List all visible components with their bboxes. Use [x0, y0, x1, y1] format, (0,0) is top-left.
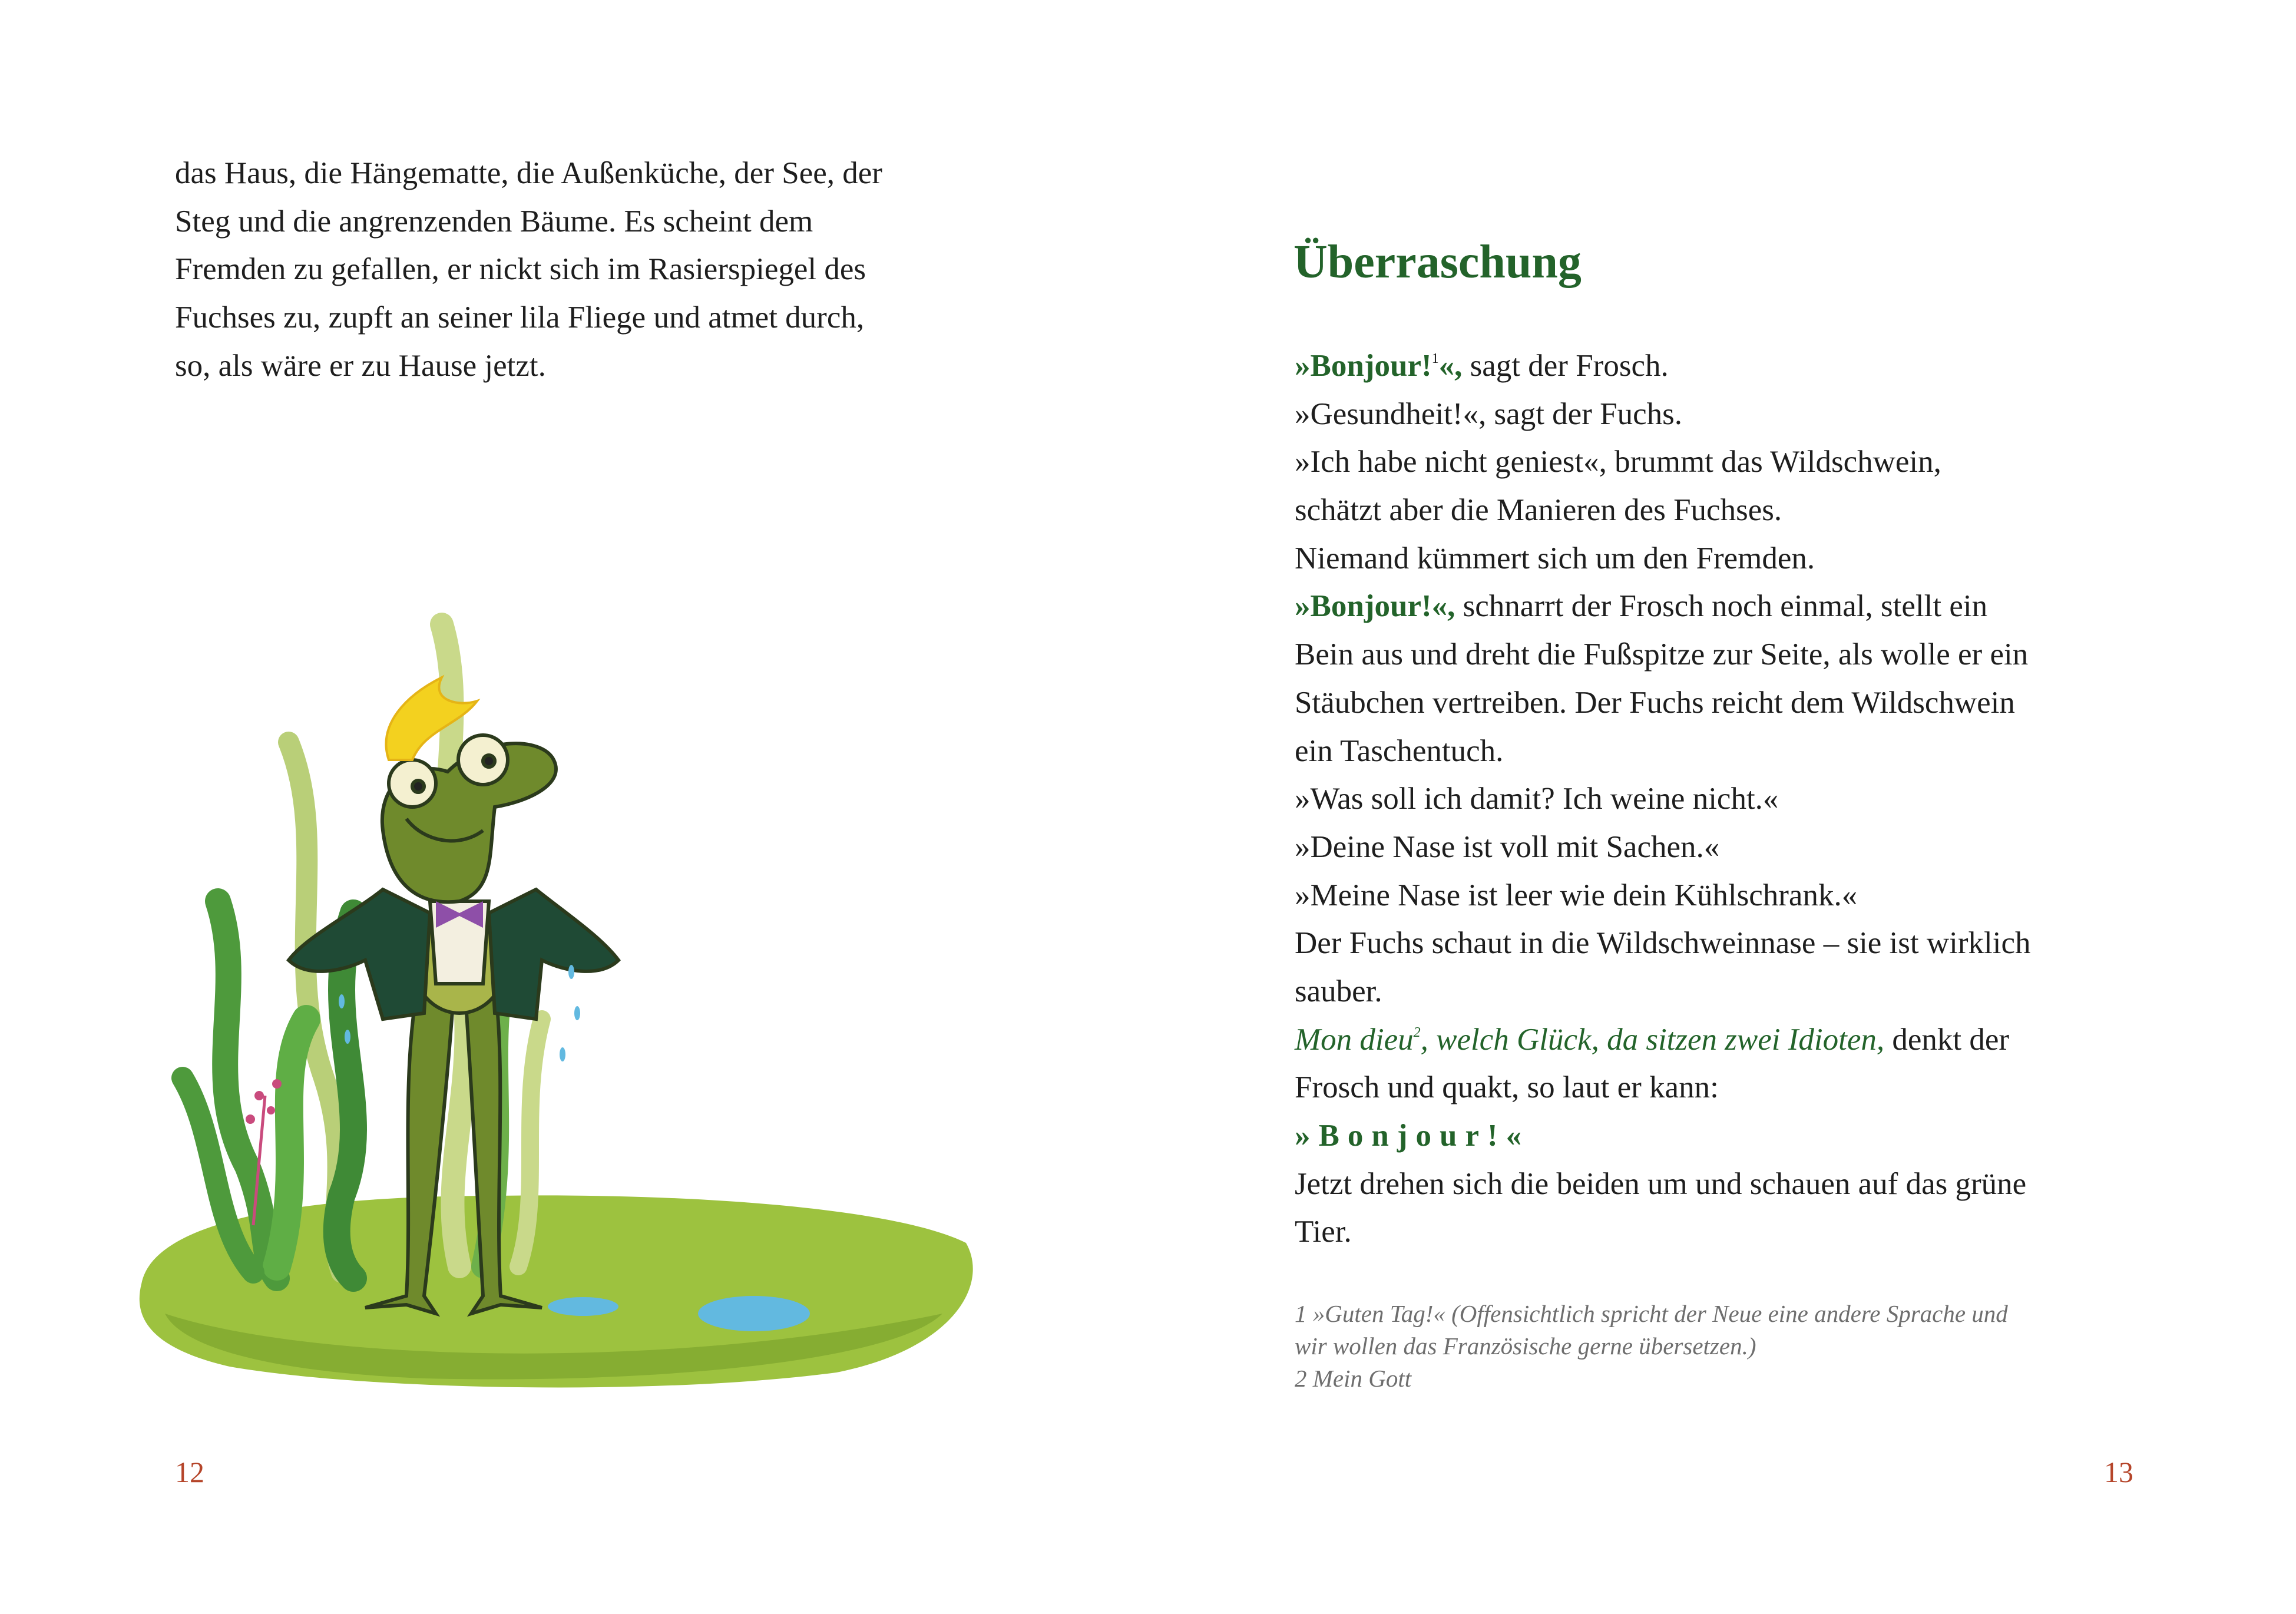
text-line: Der Fuchs schaut in die Wildschweinnase – sie ist wirklich	[1295, 926, 2031, 961]
text-line: »Ich habe nicht geniest«, brummt das Wildschwein,	[1295, 445, 1941, 479]
text-line: Jetzt drehen sich die beiden um und schauen auf das grüne	[1295, 1166, 2027, 1201]
footnote-2: 2 Mein Gott	[1295, 1365, 1412, 1392]
frog-illustration	[130, 607, 990, 1408]
footnotes	[1295, 1298, 2008, 1395]
text-line	[1295, 342, 2031, 391]
text-line: ein Taschentuch.	[1295, 733, 1504, 768]
text-line: Stäubchen vertreiben. Der Fuchs reicht dem Wildschwein	[1295, 685, 2015, 720]
text-line: das Haus, die Hängematte, die Außenküche, der See, der	[175, 156, 882, 190]
chapter-heading: Überraschung	[1293, 236, 1582, 288]
page-number-left: 12	[175, 1456, 204, 1489]
left-page-text	[175, 150, 882, 390]
text-line: »Meine Nase ist leer wie dein Kühlschrank.«	[1295, 878, 1858, 912]
footnote-ref: 1	[1431, 351, 1439, 366]
italic-thought: Mon dieu	[1295, 1022, 1414, 1057]
dialogue-bonjour: »Bonjour!«,	[1295, 589, 1455, 624]
text-line: »Was soll ich damit? Ich weine nicht.«	[1295, 782, 1779, 816]
footnote-ref: 2	[1413, 1024, 1421, 1040]
text-line	[1295, 583, 2031, 631]
text-segment: schnarrt der Frosch noch einmal, stellt ein	[1455, 589, 1988, 624]
page-number-right: 13	[2104, 1456, 2133, 1489]
right-page-text	[1295, 342, 2031, 1256]
text-line: Steg und die angrenzenden Bäume. Es scheint dem	[175, 204, 813, 239]
footnote-1-continued: wir wollen das Französische gerne übersetzen.)	[1295, 1332, 1756, 1360]
text-line	[1295, 1016, 2031, 1064]
text-segment: sagt der Frosch.	[1462, 349, 1669, 383]
dialogue-quote-close: «,	[1438, 349, 1463, 383]
text-line: »Gesundheit!«, sagt der Fuchs.	[1295, 396, 1682, 431]
text-line: Bein aus und dreht die Fußspitze zur Seite, als wolle er ein	[1295, 637, 2029, 672]
footnote-1: 1 »Guten Tag!« (Offensichtlich spricht der Neue eine andere Sprache und	[1295, 1300, 2008, 1327]
water-puddle	[548, 1297, 618, 1316]
text-segment: denkt der	[1884, 1022, 2010, 1057]
dialogue-bonjour-shout: »Bonjour!«	[1295, 1119, 1530, 1153]
text-line: Fremden zu gefallen, er nickt sich im Rasierspiegel des	[175, 252, 866, 287]
dialogue-bonjour: »Bonjour!	[1295, 349, 1432, 383]
text-line: sauber.	[1295, 974, 1382, 1008]
text-line: »Deine Nase ist voll mit Sachen.«	[1295, 829, 1720, 864]
italic-thought: , welch Glück, da sitzen zwei Idioten,	[1420, 1022, 1885, 1057]
text-line: Tier.	[1295, 1215, 1352, 1249]
text-line: Frosch und quakt, so laut er kann:	[1295, 1070, 1719, 1105]
text-line: Niemand kümmert sich um den Fremden.	[1295, 541, 1815, 576]
text-line: so, als wäre er zu Hause jetzt.	[175, 348, 546, 383]
text-line: Fuchses zu, zupft an seiner lila Fliege und atmet durch,	[175, 300, 865, 335]
water-puddle	[698, 1296, 810, 1331]
text-line: schätzt aber die Manieren des Fuchses.	[1295, 493, 1782, 528]
